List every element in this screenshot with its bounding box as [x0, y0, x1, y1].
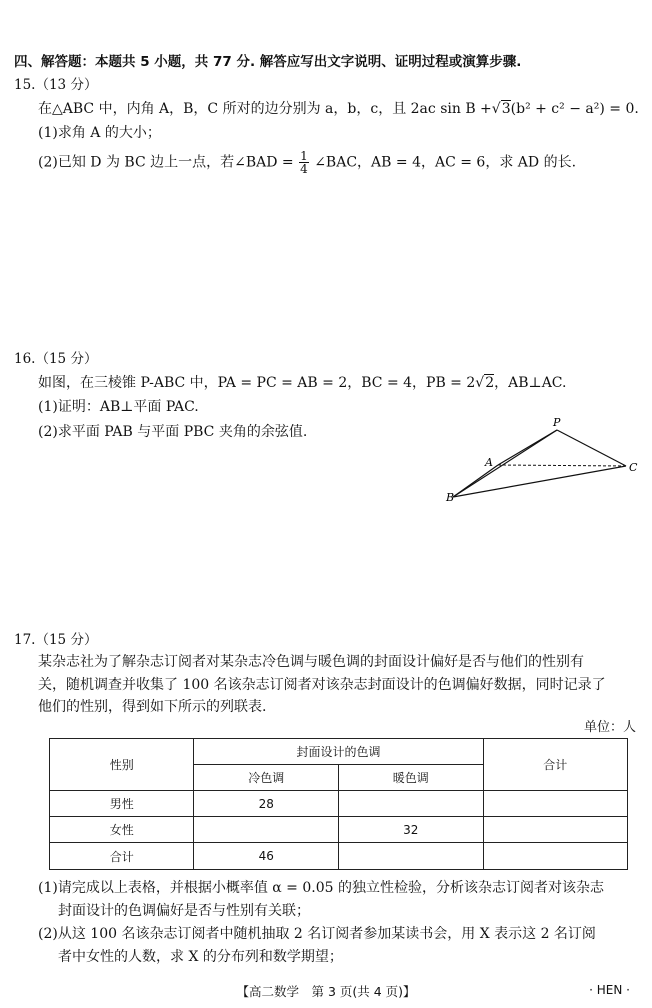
header-gender: 性别 — [50, 739, 194, 791]
edge-bc — [453, 466, 626, 497]
q15-part2-b: ∠BAC，AB = 4，AC = 6，求 AD 的长. — [314, 154, 577, 171]
q15-frac-num: 1 — [300, 149, 308, 163]
header-cover-color: 封面设计的色调 — [194, 739, 483, 765]
q15-part2 — [38, 150, 576, 175]
cell-warm — [338, 791, 483, 817]
q17-part2-line2: 者中女性的人数，求 X 的分布列和数学期望； — [58, 949, 343, 965]
q15-stem — [38, 98, 639, 118]
q15-part1: (1)求角 A 的大小； — [38, 125, 161, 141]
q17-part1-line2: 封面设计的色调偏好是否与性别有关联； — [58, 903, 310, 919]
q15-sqrt-arg: 3 — [501, 101, 511, 117]
vertex-label-b: B — [446, 491, 455, 504]
header-cool: 冷色调 — [194, 765, 339, 791]
page-footer: 【高二数学 第 3 页(共 4 页)】 — [236, 984, 416, 999]
cell-cool: 46 — [194, 843, 339, 870]
header-warm: 暖色调 — [338, 765, 483, 791]
edge-pb — [453, 430, 557, 497]
vertex-label-c: C — [629, 461, 638, 474]
q17-part1-line1: (1)请完成以上表格，并根据小概率值 α = 0.05 的独立性检验，分析该杂志订阅者对该杂志 — [38, 880, 604, 896]
pyramid-figure — [445, 415, 645, 505]
cell-total — [483, 843, 628, 870]
q17-line3: 他们的性别，得到如下所示的列联表. — [38, 699, 267, 715]
sqrt-symbol: √ — [475, 375, 485, 391]
q17-header: 17.（15 分） — [14, 632, 98, 648]
q16-sqrt-arg: 2 — [485, 375, 495, 391]
cell-cool — [194, 817, 339, 843]
section-title: 四、解答题：本题共 5 小题，共 77 分. 解答应写出文字说明、证明过程或演算步骤. — [14, 54, 522, 70]
cell-total — [483, 817, 628, 843]
edge-pc — [557, 430, 626, 466]
row-label: 合计 — [50, 843, 194, 870]
q17-line2: 关，随机调查并收集了 100 名该杂志订阅者对该杂志封面设计的色调偏好数据，同时记录了 — [38, 677, 606, 693]
vertex-label-p: P — [553, 416, 561, 429]
row-label: 女性 — [50, 817, 194, 843]
vertex-label-a: A — [485, 456, 493, 469]
header-total: 合计 — [483, 739, 628, 791]
cell-total — [483, 791, 628, 817]
cell-warm — [338, 843, 483, 870]
row-label: 男性 — [50, 791, 194, 817]
q17-line1: 某杂志社为了解杂志订阅者对某杂志冷色调与暖色调的封面设计偏好是否与他们的性别有 — [38, 654, 584, 670]
q16-part2: (2)求平面 PAB 与平面 PBC 夹角的余弦值. — [38, 424, 308, 440]
table-row — [50, 791, 628, 817]
cell-cool: 28 — [194, 791, 339, 817]
q16-part1: (1)证明：AB⊥平面 PAC. — [38, 399, 199, 415]
edge-ac-hidden — [498, 465, 626, 466]
q15-part2-a: (2)已知 D 为 BC 边上一点，若∠BAD = — [38, 154, 294, 171]
q15-stem-b: (b² + c² − a²) = 0. — [510, 101, 639, 117]
q15-fraction — [299, 150, 309, 175]
q16-stem-a: 如图，在三棱锥 P-ABC 中，PA = PC = AB = 2，BC = 4，PB = 2 — [38, 375, 476, 391]
exam-code: · HEN · — [589, 983, 630, 997]
unit-label: 单位：人 — [583, 720, 636, 735]
table-row — [50, 817, 628, 843]
q16-header: 16.（15 分） — [14, 351, 98, 367]
q17-part2-line1: (2)从这 100 名该杂志订阅者中随机抽取 2 名订阅者参加某读书会，用 X 表示这 2 名订阅 — [38, 926, 596, 942]
q16-stem-b: ，AB⊥AC. — [494, 375, 567, 391]
cell-warm: 32 — [338, 817, 483, 843]
contingency-table — [49, 738, 628, 870]
q16-stem — [38, 372, 566, 392]
q15-stem-a: 在△ABC 中，内角 A，B，C 所对的边分别为 a，b，c，且 2ac sin B + — [38, 101, 492, 117]
q15-frac-den: 4 — [300, 162, 308, 176]
table-row — [50, 843, 628, 870]
sqrt-symbol: √ — [491, 101, 501, 117]
edge-ab — [453, 465, 498, 497]
q15-header: 15.（13 分） — [14, 77, 98, 93]
